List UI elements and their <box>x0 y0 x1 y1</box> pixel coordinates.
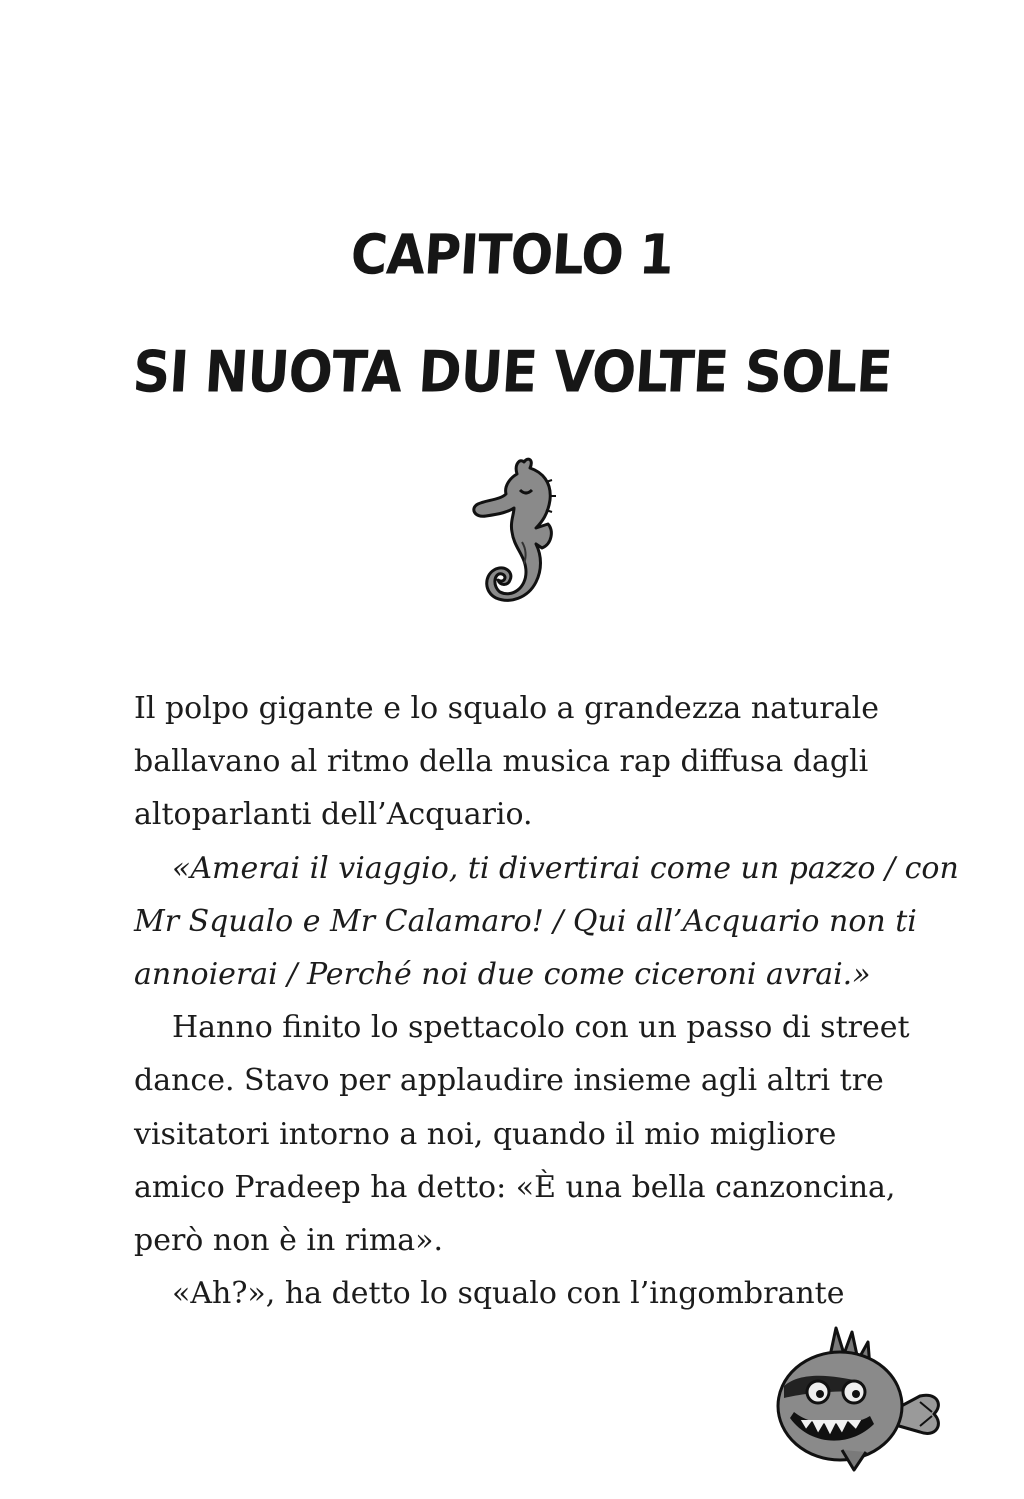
paragraph-3 <box>134 1001 910 1267</box>
text-line: Il polpo gigante e lo squalo a grandezza naturale <box>134 691 880 726</box>
paragraph-4 <box>134 1267 884 1320</box>
chapter-number: CAPITOLO 1 <box>348 222 676 287</box>
piranha-icon <box>770 1320 948 1480</box>
paragraph-2-song <box>134 842 959 1002</box>
text-line: Hanno finito lo spettacolo con un passo di street <box>172 1010 910 1046</box>
text-line: ballavano al ritmo della musica rap diffusa dagli <box>134 744 869 780</box>
text-line: Mr Squalo e Mr Calamaro! / Qui all’Acquario non ti <box>134 903 917 939</box>
text-line: amico Pradeep ha detto: «È una bella canzoncina, <box>134 1169 896 1205</box>
chapter-title: SI NUOTA DUE VOLTE SOLE <box>130 340 894 407</box>
body-text <box>134 682 959 1320</box>
text-line: «Amerai il viaggio, ti divertirai come un pazzo / con <box>172 850 959 886</box>
text-line: «Ah?», ha detto lo squalo con l’ingombrante <box>172 1276 845 1312</box>
text-line: annoierai / Perché noi due come ciceroni avrai.» <box>134 957 871 993</box>
seahorse-icon <box>462 452 562 620</box>
text-line: visitatori intorno a noi, quando il mio migliore <box>134 1116 837 1152</box>
text-line: dance. Stavo per applaudire insieme agli altri tre <box>134 1063 884 1099</box>
text-line: però non è in rima». <box>134 1223 444 1259</box>
text-line: altoparlanti dell’Acquario. <box>134 797 533 833</box>
paragraph-1 <box>134 682 884 842</box>
